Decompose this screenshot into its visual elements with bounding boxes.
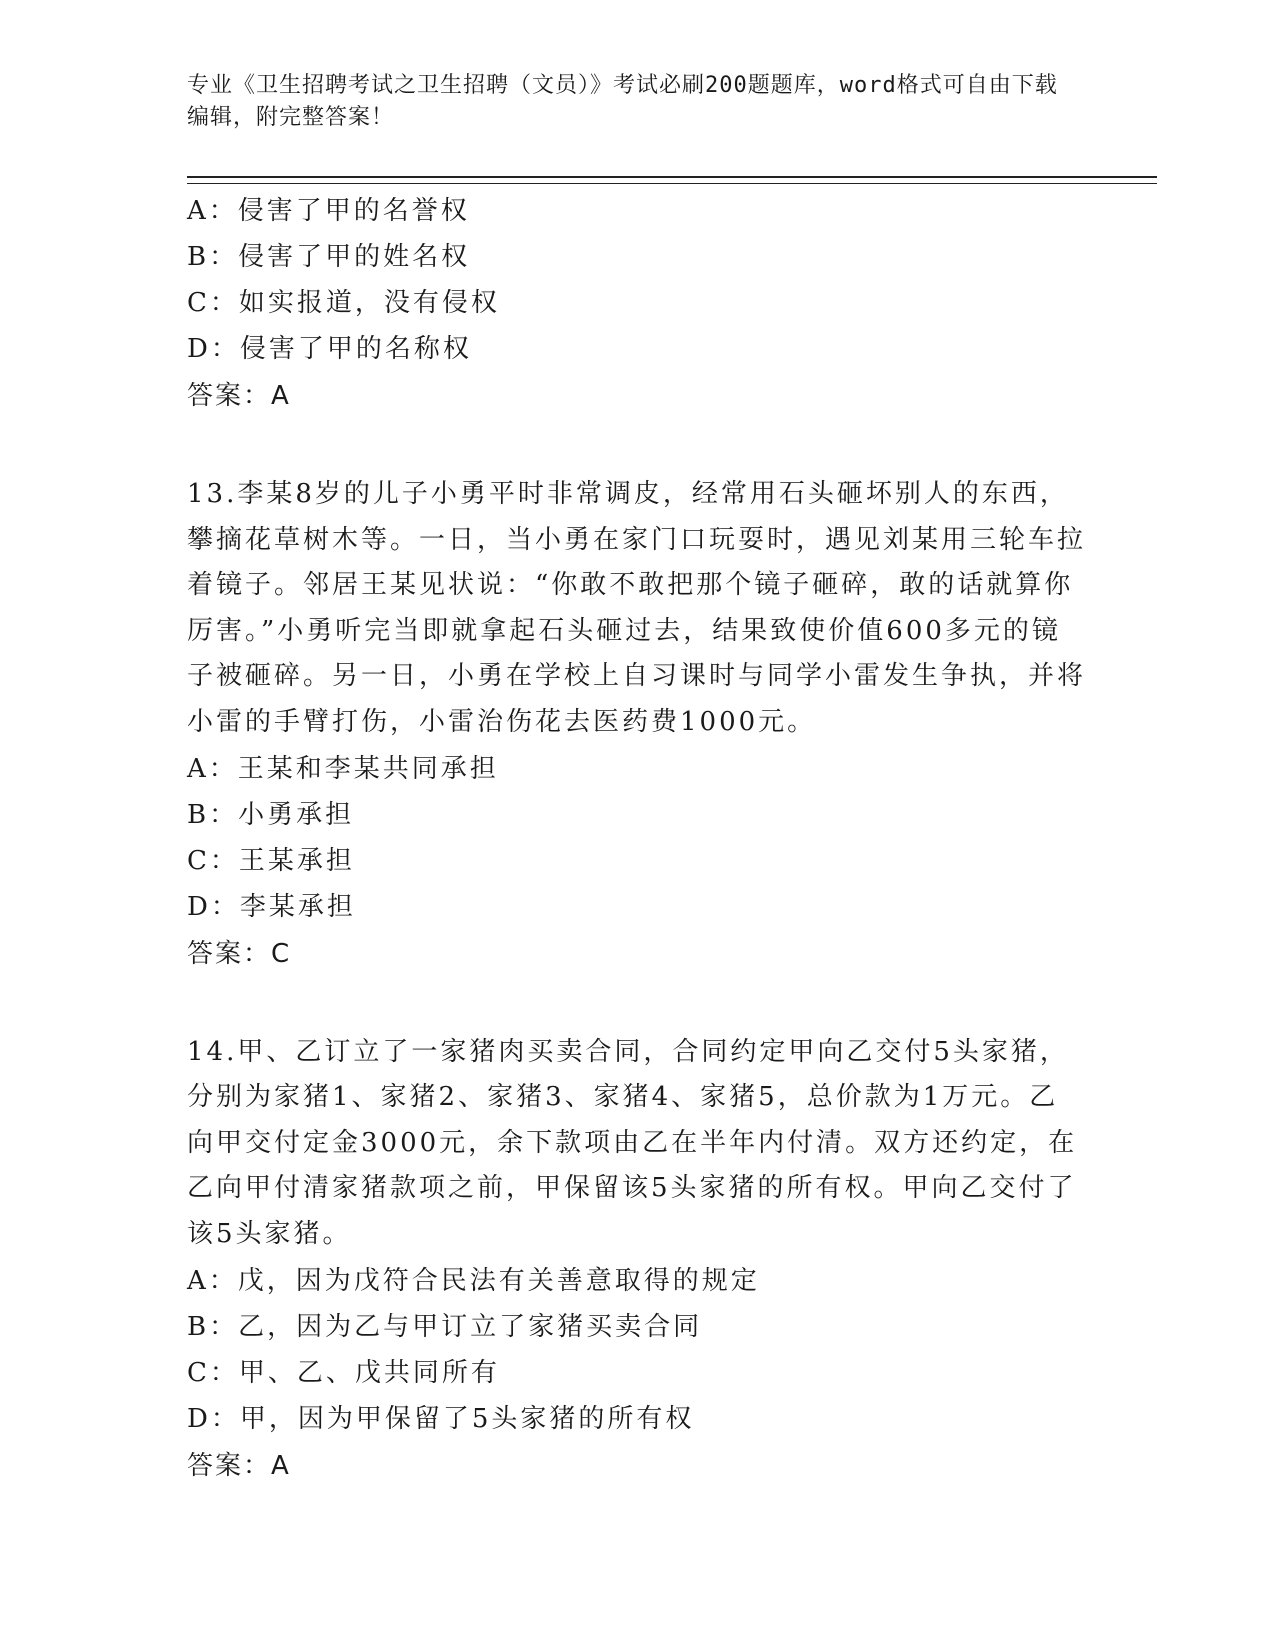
q13-stem: 13.李某8岁的儿子小勇平时非常调皮，经常用石头砸坏别人的东西，攀摘花草树木等。一日，当小勇在家门口玩耍时，遇见刘某用三轮车拉着镜子。邻居王某见状说：“你敢不敢把那个镜子砸碎，敢的话就算你厉害。”小勇听完当即就拿起石头砸过去，结果致使价值600多元的镜子被砸碎。另一日，小勇在学校上自习课时与同学小雷发生争执，并将小雷的手臂打伤，小雷治伤花去医药费1000元。: [187, 479, 1087, 737]
q12-option-a: A：侵害了甲的名誉权: [187, 196, 470, 226]
q13-option-a: A：王某和李某共同承担: [187, 753, 499, 784]
q13-option-c: C：王某承担: [187, 845, 355, 876]
q13-option-b: B：小勇承担: [187, 799, 355, 830]
q14-stem: 14.甲、乙订立了一家猪肉买卖合同，合同约定甲向乙交付5头家猪，分别为家猪1、家猪2、家猪3、家猪4、家猪5，总价款为1万元。乙向甲交付定金3000元，余下款项由乙在半年内付清。双方还约定，在乙向甲付清家猪款项之前，甲保留该5头家猪的所有权。甲向乙交付了该5头家猪。: [187, 1036, 1078, 1249]
header-divider: [187, 176, 1157, 184]
q12-option-d: D：侵害了甲的名称权: [187, 334, 472, 364]
q14-option-a: A：戊，因为戊符合民法有关善意取得的规定: [187, 1265, 760, 1296]
document-header: 专业《卫生招聘考试之卫生招聘（文员）》考试必刷200题题库，word格式可自由下载编辑，附完整答案！: [187, 73, 1058, 130]
question-13-block: [187, 472, 1157, 978]
q12-option-c: C：如实报道，没有侵权: [187, 288, 500, 318]
q14-option-d: D：甲，因为甲保留了5头家猪的所有权: [187, 1403, 695, 1434]
question-14-block: [187, 1030, 1157, 1490]
document-page: [187, 70, 1157, 1490]
q14-option-c: C：甲、乙、戊共同所有: [187, 1357, 500, 1388]
q14-answer: 答案：A: [187, 1450, 291, 1481]
q12-option-b: B：侵害了甲的姓名权: [187, 242, 471, 272]
q14-option-b: B：乙，因为乙与甲订立了家猪买卖合同: [187, 1311, 703, 1342]
q12-answer: 答案：A: [187, 381, 291, 411]
q13-option-d: D：李某承担: [187, 891, 356, 922]
question-12-block: [187, 188, 1157, 420]
q13-answer: 答案：C: [187, 938, 292, 969]
